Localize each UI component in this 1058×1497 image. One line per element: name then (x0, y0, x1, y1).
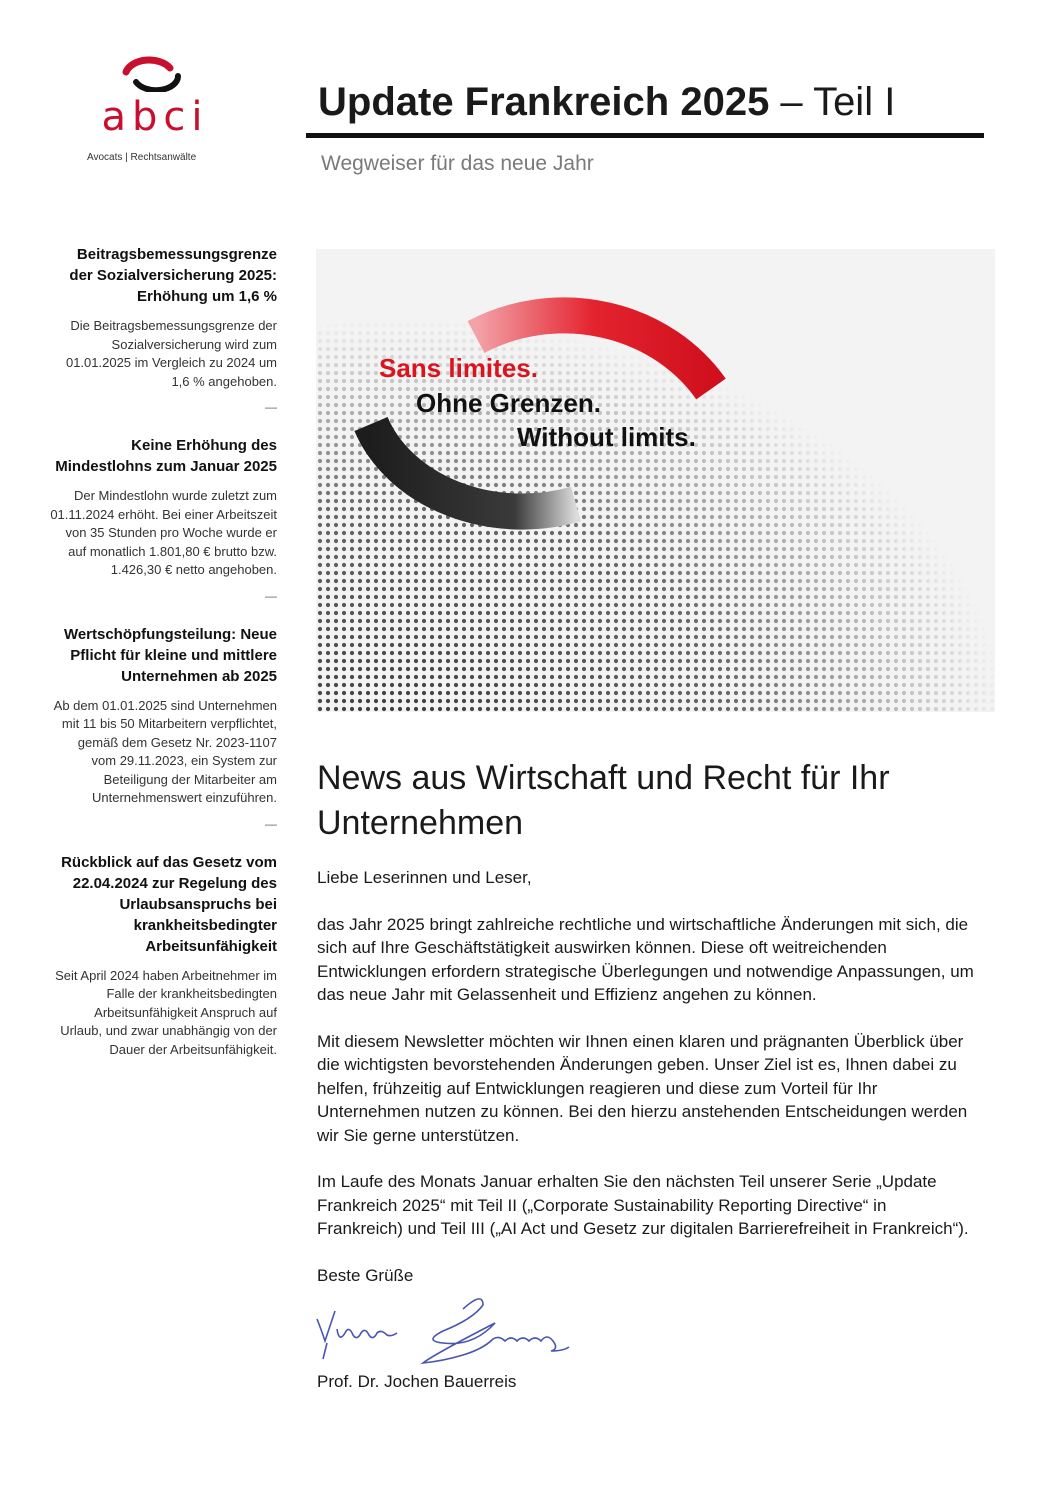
sidebar-item (50, 435, 277, 604)
sidebar-news (50, 244, 277, 1059)
title-divider (306, 133, 984, 138)
sidebar-item-heading: Beitragsbemessungsgrenze der Sozialversicherung 2025: Erhöhung um 1,6 % (69, 246, 277, 305)
hero-slogan-de: Ohne Grenzen. (416, 388, 601, 418)
sidebar-item-body: Ab dem 01.01.2025 sind Unternehmen mit 11 bis 50 Mitarbeitern verpflichtet, gemäß dem Gesetz Nr. 2023-1107 vom 29.11.2023, ein System zur Beteiligung der Mitarbeiter am Unternehmenswert einzuführen. (53, 697, 277, 805)
closing-greeting: Beste Grüße (317, 1265, 414, 1285)
sidebar-item-heading: Rückblick auf das Gesetz vom 22.04.2024 zur Regelung des Urlaubsanspruchs bei krankheitsbedingter Arbeitsunfähigkeit (61, 853, 277, 955)
sidebar-item-heading: Wertschöpfungsteilung: Neue Pflicht für kleine und mittlere Unternehmen ab 2025 (63, 625, 277, 685)
sidebar-separator: — (265, 588, 277, 603)
article-paragraph: das Jahr 2025 bringt zahlreiche rechtliche und wirtschaftliche Änderungen mit sich, die sich auf Ihre Geschäftstätigkeit auswirken können. Diese oft weitreichenden Entwicklungen erfordern strategische Überlegungen und notwendige Anpassungen, um das neue Jahr mit Gelassenheit und Effizienz angehen zu können. (317, 914, 974, 1004)
title-suffix: – Teil I (769, 80, 896, 124)
sidebar-item-body: Seit April 2024 haben Arbeitnehmer im Falle der krankheitsbedingten Arbeitsunfähigkeit Anspruch auf Urlaub, und zwar unabhängig von der Dauer der Arbeitsunfähigkeit. (55, 967, 277, 1057)
sidebar-item-body: Die Beitragsbemessungsgrenze der Sozialversicherung wird zum 01.01.2025 im Vergleich zu 2024 um 1,6 % angehoben. (65, 318, 277, 389)
sidebar-item-heading: Keine Erhöhung des Mindestlohns zum Januar 2025 (55, 437, 277, 475)
sidebar-separator: — (265, 400, 277, 414)
logo-wordmark: abci (101, 94, 209, 140)
hero-graphic (316, 249, 995, 712)
page-subtitle: Wegweiser für das neue Jahr (321, 152, 594, 175)
logo-tagline: Avocats | Rechtsanwälte (87, 152, 197, 163)
hero-slogan-fr: Sans limites. (379, 353, 538, 383)
sidebar-item (50, 244, 277, 415)
handwritten-signature (313, 1289, 977, 1374)
sidebar-item (50, 852, 277, 1060)
logo-arc-icon (120, 56, 184, 92)
hero-slogan-en: Without limits. (517, 422, 696, 452)
hero-image (316, 249, 995, 712)
company-logo (80, 56, 230, 166)
article-paragraph: Im Laufe des Monats Januar erhalten Sie den nächsten Teil unserer Serie „Update Frankreich 2025“ mit Teil II („Corporate Sustainability Reporting Directive“ in Frankreich) und Teil III („AI Act und Gesetz zur digitalen Barrierefreiheit in Frankreich“). (317, 1172, 969, 1238)
sidebar-separator: — (265, 816, 277, 831)
salutation: Liebe Leserinnen und Leser, (317, 868, 532, 887)
page-title (318, 80, 895, 125)
article-heading: News aus Wirtschaft und Recht für Ihr Unternehmen (317, 759, 890, 842)
sidebar-item (50, 624, 277, 832)
signer-name: Prof. Dr. Jochen Bauerreis (317, 1371, 517, 1391)
article-paragraph: Mit diesem Newsletter möchten wir Ihnen einen klaren und prägnanten Überblick über die wichtigsten bevorstehenden Änderungen geben. Unser Ziel ist es, Ihnen dabei zu helfen, frühzeitig auf Entwicklungen reagieren und diese zum Vorteil für Ihr Unternehmen nutzen zu können. Bei den hierzu anstehenden Entscheidungen werden wir Sie gerne unterstützen. (317, 1031, 968, 1145)
main-content (317, 756, 977, 1393)
sidebar-item-body: Der Mindestlohn wurde zuletzt zum 01.11.2024 erhöht. Bei einer Arbeitszeit von 35 Stunden pro Woche wurde er auf monatlich 1.801,80 € brutto bzw. 1.426,30 € netto angehoben. (50, 488, 277, 577)
title-main: Update Frankreich 2025 (318, 80, 770, 124)
